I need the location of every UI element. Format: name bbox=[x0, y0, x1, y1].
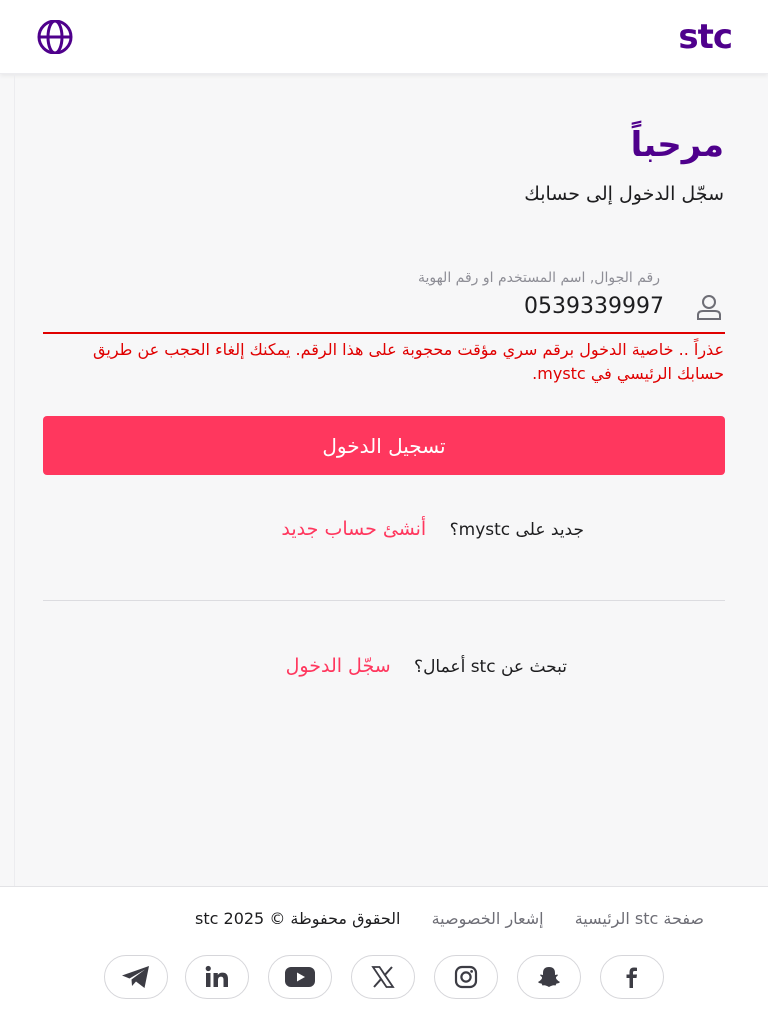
signup-row bbox=[281, 518, 584, 540]
facebook-icon bbox=[622, 966, 642, 988]
create-account-link[interactable]: أنشئ حساب جديد bbox=[281, 518, 427, 540]
error-message: عذراً .. خاصية الدخول برقم سري مؤقت محجوبة على هذا الرقم. يمكنك إلغاء الحجب عن طريق حسابك الرئيسي في mystc. bbox=[93, 340, 724, 383]
linkedin-button[interactable] bbox=[185, 955, 249, 999]
welcome-title: مرحباً bbox=[630, 125, 724, 165]
footer-privacy-link[interactable]: إشعار الخصوصية bbox=[431, 909, 544, 928]
section-divider bbox=[43, 600, 725, 601]
input-underline-error bbox=[43, 332, 725, 334]
telegram-button[interactable] bbox=[104, 955, 168, 999]
instagram-icon bbox=[454, 965, 478, 989]
footer-home-link[interactable]: صفحة stc الرئيسية bbox=[574, 909, 704, 928]
snapchat-button[interactable] bbox=[517, 955, 581, 999]
snapchat-icon bbox=[536, 965, 562, 989]
business-row bbox=[286, 655, 567, 677]
social-links bbox=[104, 955, 664, 1001]
login-subtitle: سجّل الدخول إلى حسابك bbox=[524, 183, 724, 205]
telegram-icon bbox=[121, 965, 151, 989]
x-icon bbox=[371, 966, 395, 988]
globe-icon bbox=[35, 20, 75, 54]
business-prompt: تبحث عن stc أعمال؟ bbox=[414, 657, 567, 677]
content-border bbox=[14, 74, 15, 886]
youtube-button[interactable] bbox=[268, 955, 332, 999]
footer-links bbox=[195, 909, 704, 928]
signup-prompt: جديد على mystc؟ bbox=[449, 520, 584, 540]
youtube-icon bbox=[284, 966, 316, 988]
login-button[interactable]: تسجيل الدخول bbox=[43, 416, 725, 475]
username-field-label: رقم الجوال, اسم المستخدم او رقم الهوية bbox=[417, 270, 660, 286]
top-header bbox=[0, 0, 768, 74]
linkedin-icon bbox=[204, 965, 230, 989]
instagram-button[interactable] bbox=[434, 955, 498, 999]
user-icon bbox=[694, 292, 724, 322]
business-login-link[interactable]: سجّل الدخول bbox=[285, 655, 391, 677]
x-button[interactable] bbox=[351, 955, 415, 999]
footer-copyright: الحقوق محفوظة © 2025 stc bbox=[195, 909, 401, 928]
username-input[interactable] bbox=[264, 288, 664, 324]
facebook-button[interactable] bbox=[600, 955, 664, 999]
page-footer bbox=[0, 886, 768, 1024]
stc-logo[interactable]: stc bbox=[678, 17, 732, 57]
language-globe-button[interactable] bbox=[35, 20, 75, 54]
